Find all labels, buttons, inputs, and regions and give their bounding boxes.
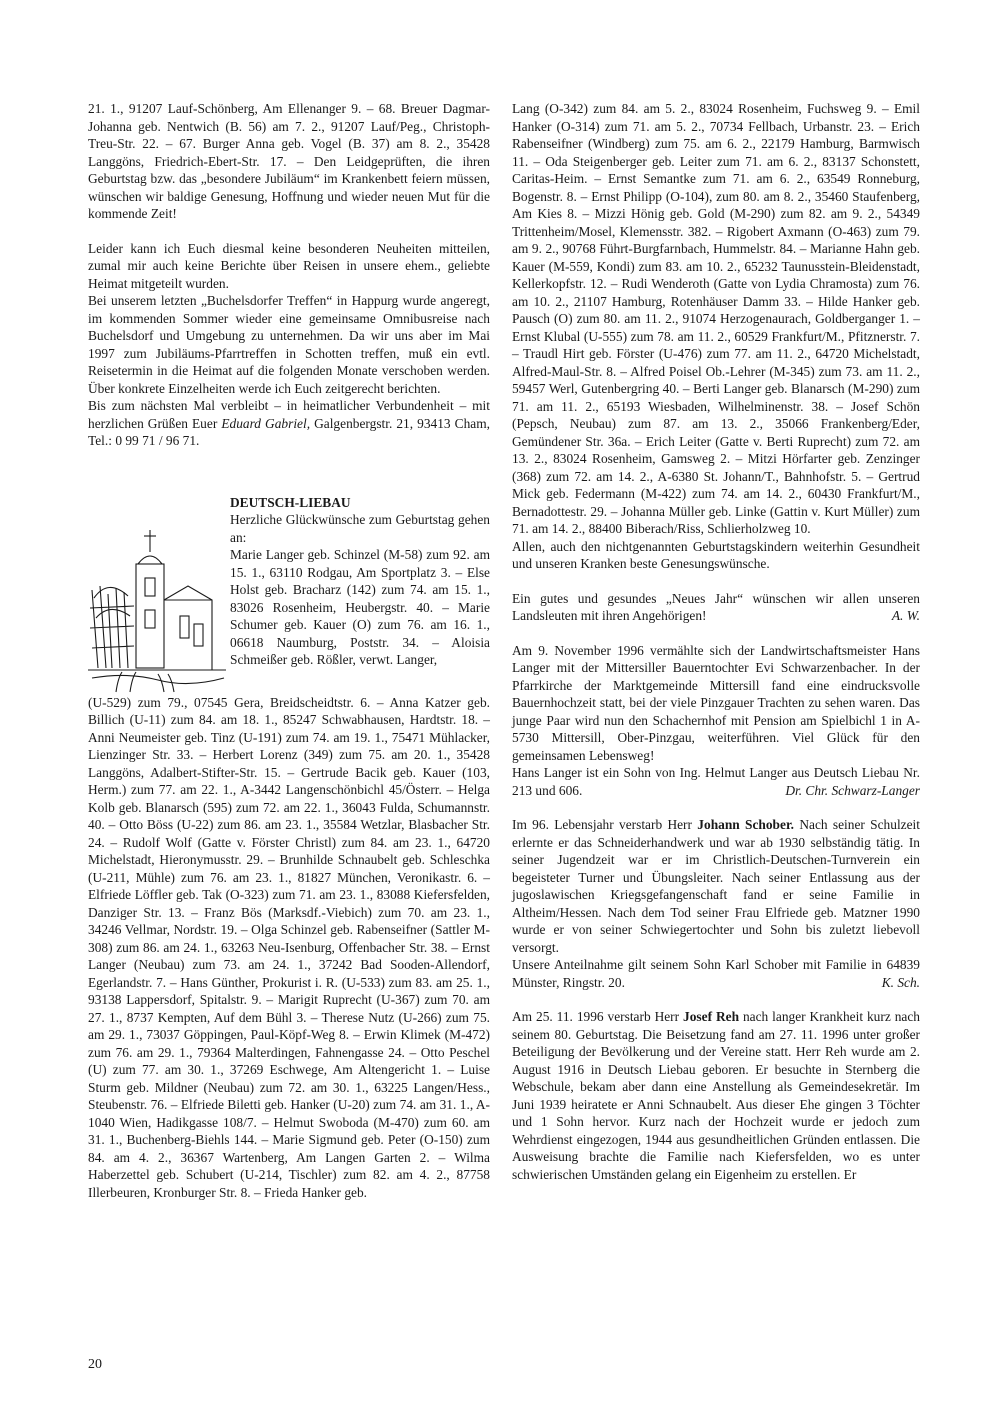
deutsch-liebau-section	[88, 494, 490, 694]
obituary-intro: Im 96. Lebensjahr verstarb Herr	[512, 817, 692, 832]
birthday-paragraph: 21. 1., 91207 Lauf-Schönberg, Am Ellenanger 9. – 68. Breuer Dagmar-Johanna geb. Nentwich (B. 56) am 7. 2., 91207 Lauf/Peg., Christoph-Treu-Str. 22. – 67. Burger Anna geb. Vogel (B. 37) am 8. 2., 35428 Langgöns, Friedrich-Ebert-Str. 17. – Den Leidgeprüften, die ihren Geburtstag bzw. das „besondere Jubiläum“ im Krankenbett feiern müssen, wünschen wir baldige Genesung, Hoffnung und wieder neuen Mut für die kommende Zeit!	[88, 101, 490, 221]
farewell-text: Bis zum nächsten Mal verbleibt – in heimatlicher Verbundenheit – mit herzlichen Grüßen Euer	[88, 398, 490, 431]
right-column	[512, 100, 920, 1183]
birthday-list-start: Marie Langer geb. Schinzel (M-58) zum 92. am 15. 1., 63110 Rodgau, Am Sportplatz 3. – Else Holst geb. Bracharz (142) zum 74. am 15. 1., 83026 Rosenheim, Heubergstr. 40. – Marie Schumer geb. Kauer (O) zum 76. am 16. 1., 06618 Naumburg, Poststr. 34. – Aloisia Schmeißer geb. Rößler, verwt. Langer,	[230, 547, 490, 667]
birthday-list: (U-529) zum 79., 07545 Gera, Breidscheidtstr. 6. – Anna Katzer geb. Billich (U-11) zum 84. am 18. 1., 85247 Schwabhausen, Hardtstr. 18. – Anni Neumeister geb. Tinz (U-191) zum 74. am 19. 1., 75471 Mühlacker, Lienzinger Str. 33. – Herbert Lorenz (349) zum 75. am 20. 1., 35428 Langgöns, Adalbert-Stifter-Str. 15. – Gertrude Bacik geb. Kauer (103, Herm.) zum 77. am 22. 1., A-3442 Langenschönbichl 45/Österr. – Helga Kolb geb. Blanarsch (595) zum 72. am 22. 1., 36043 Fulda, Schumannstr. 40. – Otto Böss (U-22) zum 86. am 23. 1., 35584 Wetzlar, Blasbacher Str. 24. – Rudolf Wolf (Gatte v. Förster Christl) zum 84. am 23. 1., 64720 Michelstadt, Hieronymusstr. 29. – Brunhilde Schnaubelt geb. Schleschka (U-211, Mühle) zum 76. am 23. 1., 81827 München, Veronikastr. 6. – Elfriede Löffler geb. Tak (O-323) zum 71. am 23. 1., 83088 Kiefersfelden, Danziger Str. 13. – Franz Bös (Marksdf.-Viebich) zum 70. am 23. 1., 34246 Vellmar, Nordstr. 19. – Olga Schinzel geb. Rabenseifner (Sattler M-308) zum 86. am 24. 1., 63263 Neu-Isenburg, Offenbacher Str. 38. – Ernst Langer (Neubau) zum 73. am 24. 1., 37242 Bad Sooden-Allendorf, Egerlandstr. 7. – Hans Günther, Prokurist i. R. (U-533) zum 83. am 25. 1., 93138 Lappersdorf, Spitalstr. 9. – Marigit Ruprecht (U-367) zum 70. am 27. 1., 8737 Kempten, Auf dem Bühl 3. – Therese Nutz (U-266) zum 75. am 29. 1., 73037 Göppingen, Paul-Köpf-Weg 8. – Erwin Klimek (M-472) zum 76. am 29. 1., 79364 Malterdingen, Fahnengasse 24. – Otto Peschel (U) zum 77. am 30. 1., 37269 Eschwege, Am Altengericht 1. – Luise Sturm geb. Mildner (Neubau) zum 72. am 30. 1., 63225 Langen/Hess., Steubenstr. 76. – Elfriede Biletti geb. Hanker (U-20) zum 74. am 31. 1., A-1040 Wien, Hadikgasse 108/7. – Helmut Swoboda (M-470) zum 60. am 31. 1., Buchenberg-Biehls 144. – Marie Sigmund geb. Peter (O-150) zum 84. am 4. 2., 36367 Wartenberg, Am Langen Garten 2. – Wilma Haberzettel geb. Schubert (U-214, Tischler) zum 82. am 4. 2., 87758 Illerbeuren, Kronburger Str. 8. – Frieda Hanker geb.	[88, 694, 490, 1200]
region-intro-block	[228, 494, 490, 694]
obituary-schober	[512, 816, 920, 956]
farewell-paragraph	[88, 397, 490, 450]
region-title: DEUTSCH-LIEBAU	[230, 494, 351, 510]
obituary-text: Nach seiner Schulzeit erlernte er das Schneiderhandwerk und war ab 1930 selbständig tätig. In seiner Jugendzeit war er im Christlich-Deutschen-Turnverein ein begeisteter Turner und Übungsleiter. Nach seiner Entlassung aus der jugoslawischen Kriegsgefangenschaft fand er seine Familie in Altheim/Hessen. Nach dem Tod seiner Frau Elfriede geb. Matzner 1990 wurde er von seiner Schwiegertochter und Sohn bis zuletzt liebevoll versorgt.	[512, 817, 920, 955]
signature: A. W.	[891, 608, 920, 623]
condolence-paragraph	[512, 956, 920, 991]
region-intro: Herzliche Glückwünsche zum Geburtstag gehen an:	[230, 512, 490, 545]
wishes-paragraph: Allen, auch den nichtgenannten Geburtstagskindern weiterhin Gesundheit und unseren Kranken beste Genesungswünsche.	[512, 538, 920, 571]
wedding-paragraph: Am 9. November 1996 vermählte sich der Landwirtschaftsmeister Hans Langer mit der Mittersiller Bauerntochter Evi Schwarzenbacher. In der Pfarrkirche der Marktgemeinde Mittersill fand eine eindrucksvolle Bauernhochzeit statt, bei der viele Pinzgauer Trachten zu sehen waren. Das junge Paar wird nun den Schachernhof mit Pension am Spielbichl 1 in A-5730 Mittersill, Ober-Pinzgau, weiterführen. Viel Glück für den gemeinsamen Lebensweg!	[512, 642, 920, 763]
trip-paragraph: Bei unserem letzten „Buchelsdorfer Treffen“ in Happurg wurde angeregt, im kommenden Sommer wieder eine gemeinsame Omnibusreise nach Buchelsdorf und Umgebung zu unternehmen. Da wir uns aber im Mai 1997 zum Jubiläums-Pfarrtreffen in Schotten treffen, muß ein evtl. Reisetermin in die Heimat auf die folgenden Monate verschoben werden. Über konkrete Einzelheiten werde ich Euch zeitgerecht berichten.	[88, 293, 490, 396]
condolence-text: Unsere Anteilnahme gilt seinem Sohn Karl Schober mit Familie in 64839 Münster, Ringstr. 20.	[512, 957, 920, 990]
wedding-note-text: Hans Langer ist ein Sohn von Ing. Helmut Langer aus Deutsch Liebau Nr. 213 und 606.	[512, 765, 920, 798]
new-year-text: Ein gutes und gesundes „Neues Jahr“ wünschen wir allen unseren Landsleuten mit ihren Angehörigen!	[512, 590, 920, 623]
news-paragraph: Leider kann ich Euch diesmal keine besonderen Neuheiten mitteilen, zumal mir auch keine Berichte über Reisen in unsere ehem., geliebte Heimat mitgeteilt wurden.	[88, 240, 490, 291]
author-address: Galgenbergstr. 21, 93413 Cham, Tel.: 0 99 71 / 96 71.	[88, 415, 490, 448]
wedding-note	[512, 764, 920, 799]
signature: Dr. Chr. Schwarz-Langer	[785, 782, 920, 798]
page-number: 20	[88, 1357, 102, 1372]
new-year-paragraph	[512, 590, 920, 625]
deceased-name: Johann Schober.	[697, 817, 795, 832]
church-drawing	[88, 528, 228, 694]
left-column	[88, 100, 490, 1201]
birthday-list-continued: Lang (O-342) zum 84. am 5. 2., 83024 Rosenheim, Fuchsweg 9. – Emil Hanker (O-314) zum 71. am 5. 2., 70734 Fellbach, Urbanstr. 23. – Erich Rabenseifner (Windberg) zum 75. am 6. 2., 22179 Hamburg, Barmwisch 11. – Oda Steigenberger geb. Leiter zum 71. am 6. 2., 83137 Schonstett, Caritas-Heim. – Ernst Semantke zum 71. am 6. 2., 63549 Ronneburg, Bogenstr. 8. – Ernst Philipp (O-104), zum 80. am 8. 2., 35460 Staufenberg, Am Kies 8. – Mizzi Hönig geb. Gold (M-290) zum 82. am 9. 2., 54349 Trittenheim/Mosel, Klemensstr. 382. – Rigobert Axmann (O-463) zum 79. am 9. 2., 90768 Führt-Burgfarnbach, Hummelstr. 84. – Marianne Hahn geb. Kauer (M-559, Kondi) zum 83. am 10. 2., 65232 Taunusstein-Bleidenstadt, Kellerkopfstr. 12. – Rudi Wenderoth (Gatte von Lydia Chramosta) zum 76. am 10. 2., 21107 Hamburg, Rotenhäuser Damm 33. – Hilde Hanker geb. Pausch (O) zum 80. am 11. 2., 91074 Herzogenaurach, Goldberganger 1. – Ernst Klubal (U-555) zum 78. am 11. 2., 60529 Frankfurt/M., Pfitznerstr. 7. – Traudl Hirt geb. Förster (U-476) zum 77. am 11. 2., 64720 Michelstadt, Alfred-Maul-Str. 8. – Alfred Poisel Ob.-Lehrer (M-345) zum 73. am 11. 2., 59457 Werl, Gutenbergring 40. – Berti Langer geb. Blanarsch (M-290) zum 71. am 11. 2., 65193 Wiesbaden, Wilhelminenstr. 38. – Josef Schön (Pepsch, Neubau) zum 87. am 13. 2., 35066 Frankenberg/Eder, Gemündener Str. 36a. – Erich Leiter (Gatte v. Berti Ruprecht) zum 72. am 13. 2., 83024 Rosenheim, Gamsweg 2. – Mitzi Hörfarter geb. Zenzinger (368) zum 72. am 14. 2., A-6380 St. Johann/T., Bahnhofstr. 5. – Gertrud Mick geb. Federmann (M-422) zum 74. am 14. 2., 60430 Frankfurt/M., Bernadottestr. 29. – Johanna Müller geb. Linke (Gattin v. Kurt Müller) zum 71. am 14. 2., 88400 Biberach/Riss, Schlierholzweg 10.	[512, 101, 920, 536]
signature: K. Sch.	[881, 974, 920, 990]
deceased-name: Josef Reh	[683, 1009, 740, 1024]
obituary-text: nach langer Krankheit kurz nach seinem 80. Geburtstag. Die Beisetzung fand am 27. 11. 1996 unter großer Beteiligung der Bevölkerung und der Vereine statt. Herr Reh wurde am 2. August 1916 in Deutsch Liebau geboren. Er besuchte in Sternberg die Webschule, bekam aber dann eine Anstellung als Gemeindesekretär. Im Juni 1939 heiratete er Anni Schnaubelt. Aus dieser Ehe gingen 3 Töchter und 1 Sohn hervor. Kurz nach der Hochzeit wurde er jedoch zum Wehrdienst eingezogen, 1944 aus gesundheitlichen Gründen entlassen. Die Ausweisung brachte die Familie nach Kiefersfelden, wo es unter schwierischen Umständen gelang ein Eigenheim zu erstellen. Er	[512, 1009, 920, 1182]
obituary-reh	[512, 1008, 920, 1183]
obituary-intro: Am 25. 11. 1996 verstarb Herr	[512, 1009, 680, 1024]
author-name: Eduard Gabriel,	[221, 415, 311, 431]
church-sketch	[88, 494, 228, 694]
